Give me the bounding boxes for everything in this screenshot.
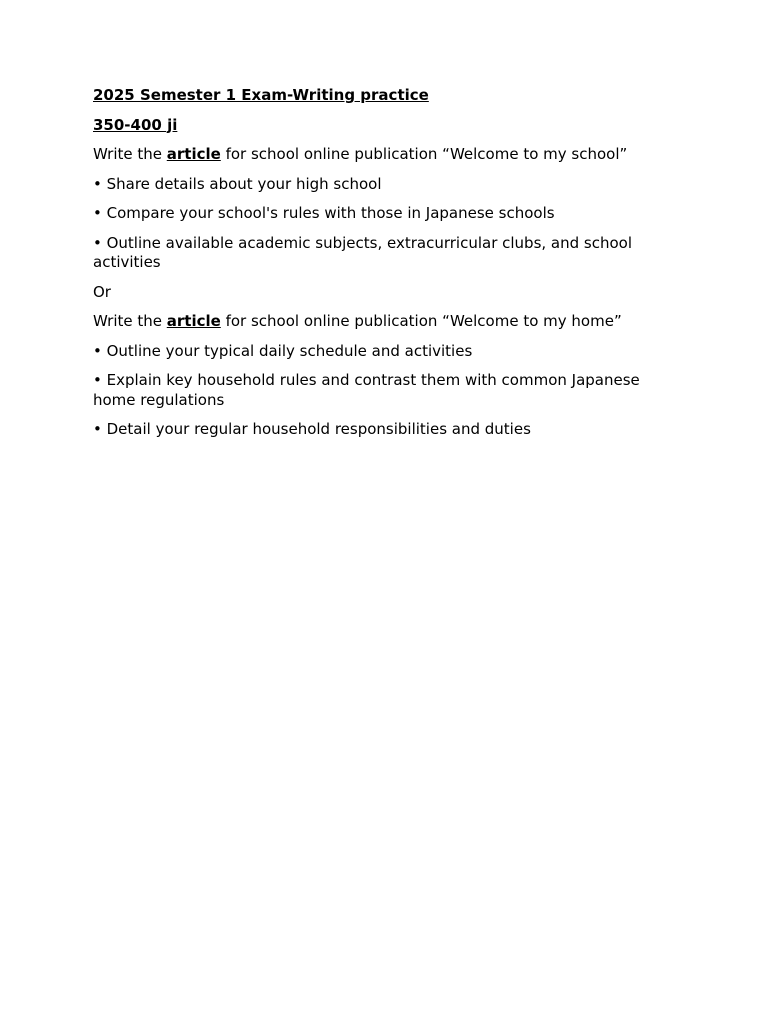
option-2-bullet: • Detail your regular household responsibilities and duties bbox=[93, 420, 531, 438]
option-2-prompt-emphasis: article bbox=[166, 312, 221, 330]
option-2-prompt-prefix: Write the bbox=[93, 312, 167, 330]
option-1-prompt-emphasis: article bbox=[166, 145, 221, 163]
option-2-bullet: • Outline your typical daily schedule and activities bbox=[93, 341, 473, 360]
option-1-bullet: • Share details about your high school bbox=[93, 174, 382, 193]
option-2-bullet: • Explain key household rules and contrast them with common Japanese home regulations bbox=[93, 371, 640, 409]
option-1-prompt-suffix: for school online publication “Welcome to my school” bbox=[220, 145, 628, 163]
option-1-prompt-prefix: Write the bbox=[93, 145, 167, 163]
options-separator: Or bbox=[93, 282, 111, 301]
document-body bbox=[93, 86, 683, 450]
option-1-bullet: • Compare your school's rules with those in Japanese schools bbox=[93, 204, 555, 222]
option-1-prompt bbox=[93, 145, 683, 165]
option-2-prompt-suffix: for school online publication “Welcome to my home” bbox=[220, 312, 622, 330]
option-2-prompt bbox=[93, 312, 683, 332]
length-requirement: 350-400 ji bbox=[93, 115, 178, 134]
option-1-bullet: • Outline available academic subjects, extracurricular clubs, and school activities bbox=[93, 233, 633, 271]
document-title: 2025 Semester 1 Exam-Writing practice bbox=[93, 86, 429, 104]
